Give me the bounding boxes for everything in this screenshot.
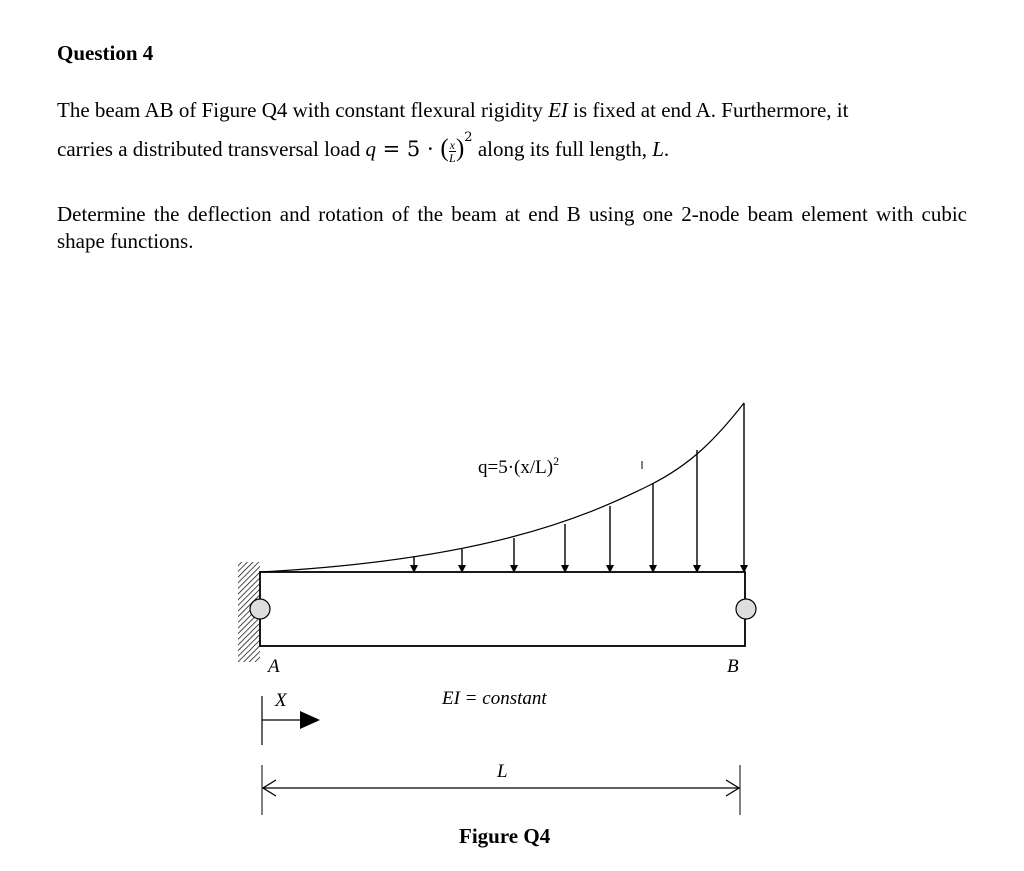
p1-period: .	[663, 137, 670, 161]
label-b: B	[727, 656, 739, 677]
length-symbol: L	[652, 137, 664, 161]
x-axis-arrowhead	[300, 711, 320, 729]
beam	[260, 572, 745, 646]
hinge-b	[736, 599, 756, 619]
fraction-numerator: x	[449, 137, 455, 152]
load-label: $q=5\cdot(x/L)^2$	[478, 454, 560, 478]
p1-text-d: along its full length,	[472, 137, 653, 161]
question-heading: Question 4	[57, 41, 154, 65]
q-equals: = 5 ·	[375, 137, 441, 161]
label-a: A	[268, 656, 280, 677]
load-arrows	[414, 403, 744, 572]
p1-text-c: carries a distributed transversal load	[57, 137, 366, 161]
q-symbol: q	[365, 137, 376, 161]
question-paragraph-2: Determine the deflection and rotation of the beam at end B using one 2-node beam element with cubic shape functions.	[57, 202, 967, 253]
label-x: X	[275, 690, 287, 711]
fraction-denominator: L	[448, 150, 456, 165]
length-label: L	[497, 761, 508, 782]
paren-open: (	[440, 135, 449, 162]
ei-constant-label: EI = constant	[442, 688, 547, 709]
p1-text-b: is fixed at end A. Furthermore, it	[567, 98, 849, 122]
load-curve	[260, 403, 744, 572]
figure-caption: Figure Q4	[459, 824, 551, 848]
exponent: 2	[464, 130, 473, 145]
hinge-a	[250, 599, 270, 619]
paren-close: )	[455, 135, 465, 162]
ei-symbol: EI	[548, 98, 568, 122]
p1-text-a: The beam AB of Figure Q4 with constant flexural rigidity	[57, 98, 549, 122]
